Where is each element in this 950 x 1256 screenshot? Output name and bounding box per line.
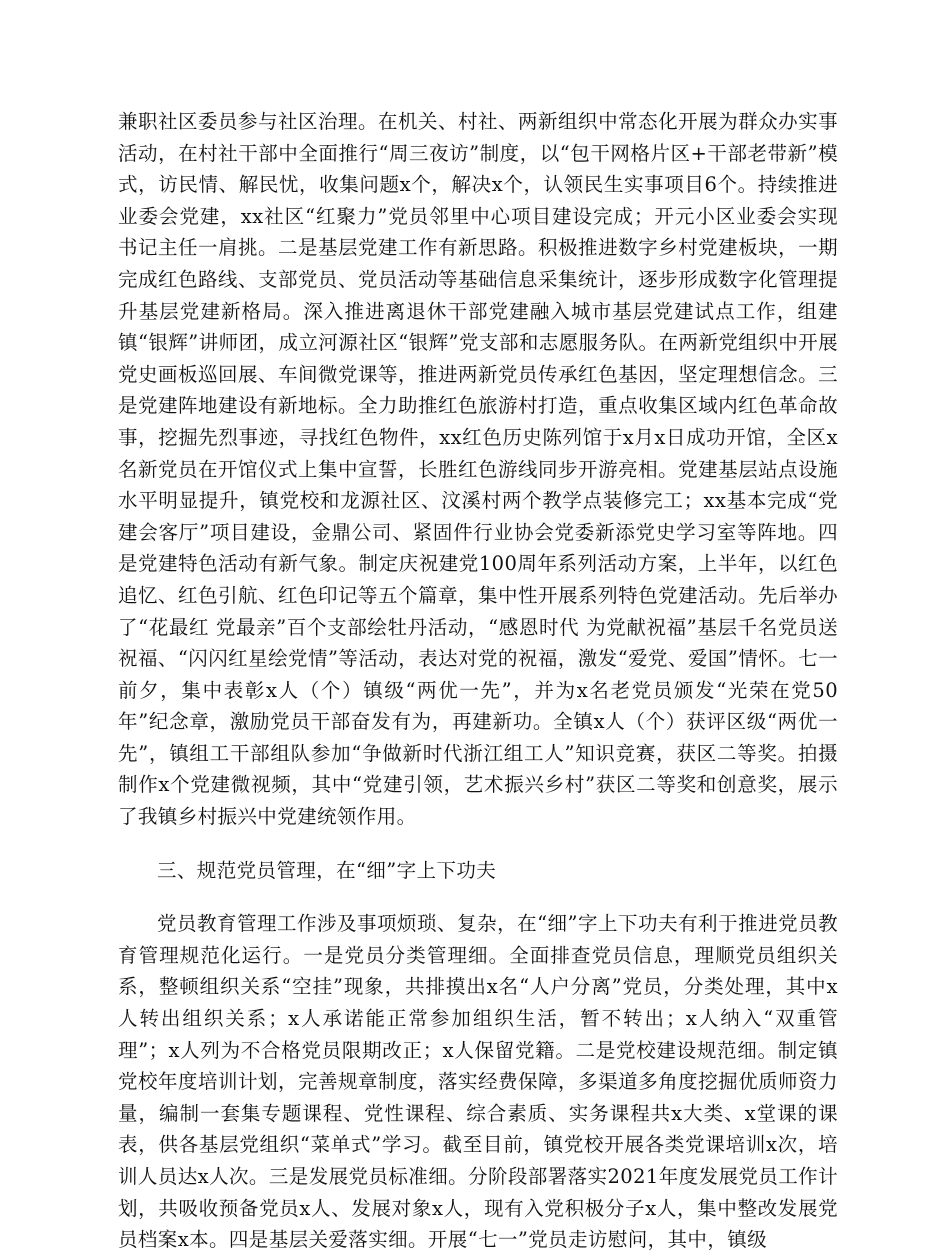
section-heading-3: 三、规范党员管理，在“细”字上下功夫 [157, 858, 497, 882]
body-paragraph-section-3: 党员教育管理工作涉及事项烦琐、复杂，在“细”字上下功夫有利于推进党员教育管理规范化运行。一是党员分类管理细。全面排查党员信息，理顺党员组织关系，整顿组织关系“空挂”现象，共排摸出x名“人户分离”党员，分类处理，其中x人转出组织关系；x人承诺能正常参加组织生活，暂不转出；x人纳入“双重管理”；x人列为不合格党员限期改正；x人保留党籍。二是党校建设规范细。制定镇党校年度培训计划，完善规章制度，落实经费保障，多渠道多角度挖掘优质师资力量，编制一套集专题课程、党性课程、综合素质、实务课程共x大类、x堂课的课表，供各基层党组织“菜单式”学习。截至目前，镇党校开展各类党课培训x次，培训人员达x人次。三是发展党员标准细。分阶段部署落实2021年度发展党员工作计划，共吸收预备党员x人、发展对象x人，现有入党积极分子x人，集中整改发展党员档案x本。四是基层关爱落实细。开展“七一”党员走访慰问，其中，镇级 [118, 912, 838, 1252]
document-body [118, 106, 838, 1256]
body-paragraph-continued: 兼职社区委员参与社区治理。在机关、村社、两新组织中常态化开展为群众办实事活动，在村社干部中全面推行“周三夜访”制度，以“包干网格片区+干部老带新”模式，访民情、解民忧，收集问题x个，解决x个，认领民生实事项目6个。持续推进业委会党建，xx社区“红聚力”党员邻里中心项目建设完成；开元小区业委会实现书记主任一肩挑。二是基层党建工作有新思路。积极推进数字乡村党建板块，一期完成红色路线、支部党员、党员活动等基础信息采集统计，逐步形成数字化管理提升基层党建新格局。深入推进离退休干部党建融入城市基层党建试点工作，组建镇“银辉”讲师团，成立河源社区“银辉”党支部和志愿服务队。在两新党组织中开展党史画板巡回展、车间微党课等，推进两新党员传承红色基因，坚定理想信念。三是党建阵地建设有新地标。全力助推红色旅游村打造，重点收集区域内红色革命故事，挖掘先烈事迹，寻找红色物件，xx红色历史陈列馆于x月x日成功开馆，全区x名新党员在开馆仪式上集中宣誓，长胜红色游线同步开游亮相。党建基层站点设施水平明显提升，镇党校和龙源社区、汶溪村两个教学点装修完工；xx基本完成“党建会客厅”项目建设，金鼎公司、紧固件行业协会党委新添党史学习室等阵地。四是党建特色活动有新气象。制定庆祝建党100周年系列活动方案，上半年，以红色追忆、红色引航、红色印记等五个篇章，集中性开展系列特色党建活动。先后举办了“花最红 党最亲”百个支部绘牡丹活动，“感恩时代 为党献祝福”基层千名党员送祝福、“闪闪红星绘党情”等活动，表达对党的祝福，激发“爱党、爱国”情怀。七一前夕，集中表彰x人（个）镇级“两优一先”，并为x名老党员颁发“光荣在党50年”纪念章，激励党员干部奋发有为，再建新功。全镇x人（个）获评区级“两优一先”，镇组工干部组队参加“争做新时代浙江组工人”知识竞赛，获区二等奖。拍摄制作x个党建微视频，其中“党建引领，艺术振兴乡村”获区二等奖和创意奖，展示了我镇乡村振兴中党建统领作用。 [118, 110, 838, 829]
